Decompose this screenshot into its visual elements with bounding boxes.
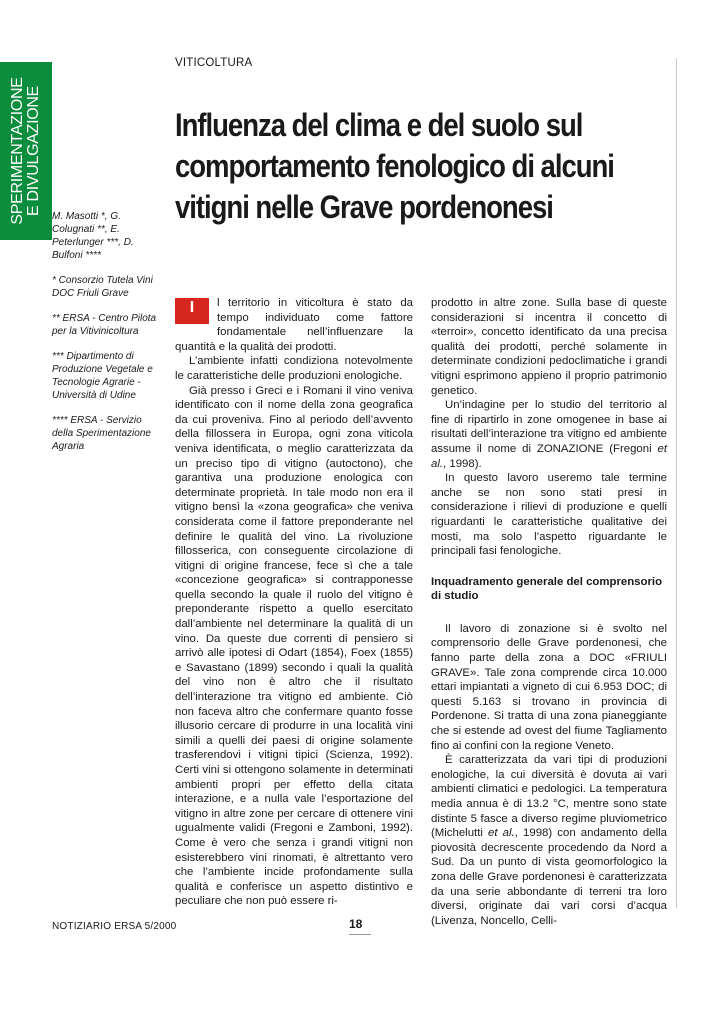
page-number-rule: [349, 934, 371, 935]
text-column-1: [175, 296, 413, 909]
affiliation-4: **** ERSA - Servizio della Sperimentazione Agraria: [52, 415, 151, 452]
drop-cap: [175, 298, 209, 324]
author-block: [52, 210, 162, 465]
text-column-2: [431, 296, 667, 928]
paragraph-text: Un’indagine per lo studio del territorio al fine di ripartirlo in zone omogenee in base ai risultati dell’interazione tra vitigno ed ambiente assume il nome di ZONAZIONE (Fregoni: [431, 399, 667, 455]
citation-etal: et al.: [488, 827, 515, 840]
section-label: VITICOLTURA: [175, 57, 253, 69]
section-heading: Inquadramento generale del comprensorio di studio: [431, 575, 663, 603]
affiliation-1: * Consorzio Tutela Vini DOC Friuli Grave: [52, 275, 153, 299]
paragraph-text: È caratterizzata da vari tipi di produzioni enologiche, la cui diversità è dovuta ai vari ambienti climatici e pedologici. La temperatura media annua è di 13.2 °C, mentre sono state distinte 5 fasce a diverso regime pluviometrico (Michelutti: [431, 754, 667, 840]
footer-publication: NOTIZIARIO ERSA 5/2000: [52, 921, 177, 932]
paragraph: [431, 398, 667, 471]
article-title: Influenza del clima e del suolo sul comportamento fenologico di alcuni vitigni nelle Grave pordenonesi: [175, 107, 614, 225]
paragraph: Già presso i Greci e i Romani il vino veniva identificato con il nome della zona geografica da cui proveniva. Fino al periodo dell’avvento della fillossera in Europa, ogni zona viticola veniva identificata, o meglio caratterizzata da un preciso tipo di vitigno (autoctono), che garantiva una produzione enologica con determinate proprietà. In tale modo non era il vitigno bensì la «zona geografica» che veniva considerata come il fattore preponderante nel definire le qualità del vino. La rivoluzione fillosserica, con conseguente circolazione di vitigni di origine francese, fece sì che a tale «concezione geografica» si contrapponesse quella secondo la quale il ruolo del vitigno è preponderante rispetto a quello esercitato dall’ambiente nel determinare la qualità di un vino. Da queste due correnti di pensiero si arrivò alle ipotesi di Odart (1854), Foex (1855) e Savastano (1899) secondo i quali la qualità del vino non è altro che il risultato dell’interazione tra vitigno ed ambiente. Ciò non faceva altro che confermare quanto fosse illusorio cercare di produrre in una località vini simili a quelli dei paesi di origine solamente trasferendovi i vitigni tipici (Scienza, 1992). Certi vini si ottengono solamente in determinati ambienti propri per effetto della citata interazione, e a nulla vale l’esportazione del vitigno in altre zone per cercare di ottenere vini ugualmente validi (Fregoni e Zamboni, 1992). Come è vero che senza i grandi vitigni non esisterebbero vini rinomati, è altrettanto vero che l’ambiente incide profondamente sulla qualità e conferisce un aspetto distintivo e peculiare che non può essere ri-: [175, 384, 413, 908]
column-rule: [676, 58, 677, 908]
band-line-1: SPERIMENTAZIONE: [9, 77, 26, 225]
page-number: 18: [349, 917, 363, 931]
band-label: [10, 62, 42, 240]
citation-etal: et al.: [431, 442, 667, 470]
paragraph-text: , 1998).: [443, 457, 482, 470]
affiliation-2: ** ERSA - Centro Pilota per la Vitivinicoltura: [52, 313, 157, 337]
paragraph: [431, 753, 667, 928]
paragraph: L’ambiente infatti condiziona notevolmente le caratteristiche delle produzioni enologiche.: [175, 355, 413, 382]
sidebar-band: [0, 62, 52, 240]
paragraph: l territorio in viticoltura è stato da tempo individuato come fattore fondamentale nell’influenzare la quantità e la qualità dei prodotti.: [175, 297, 413, 353]
paragraph: In questo lavoro useremo tale termine anche se non sono stati presi in considerazione i rilievi di produzione e quelli riguardanti le caratteristiche qualitative dei mosti, ma solo l’aspetto riguardante le principali fasi fenologiche.: [431, 472, 667, 558]
paragraph: prodotto in altre zone. Sulla base di queste considerazioni si incentra il concetto di «terroir», concetto identificato da una precisa qualità dei prodotti, perché solamente in determinate condizioni pedoclimatiche i grandi vitigni esprimono appieno il proprio patrimonio genetico.: [431, 297, 667, 397]
affiliation-3: *** Dipartimento di Produzione Vegetale e Tecnologie Agrarie - Università di Udine: [52, 351, 153, 401]
drop-cap-letter: I: [189, 299, 195, 316]
paragraph-text: , 1998) con andamento della piovosità decrescente procedendo da Nord a Sud. Da un punto di vista geomorfologico la zona delle Grave pordenonesi è caratterizzata da una serie abbondante di terreni tra loro diversi, originate dai vari corsi d’acqua (Livenza, Noncello, Celli-: [431, 827, 667, 927]
paragraph: Il lavoro di zonazione si è svolto nel comprensorio delle Grave pordenonesi, che fanno parte della zona a DOC «FRIULI GRAVE». Tale zona comprende circa 10.000 ettari impiantati a vigneto di cui 6.953 DOC; di questi 5.163 si trovano in provincia di Pordenone. Si tratta di una zona pianeggiante che si estende ad ovest del fiume Tagliamento fino ai confini con la regione Veneto.: [431, 622, 667, 752]
band-line-2: E DIVULGAZIONE: [25, 85, 42, 217]
authors-names: M. Masotti *, G. Colugnati **, E. Peterlunger ***, D. Bulfoni ****: [52, 211, 134, 261]
